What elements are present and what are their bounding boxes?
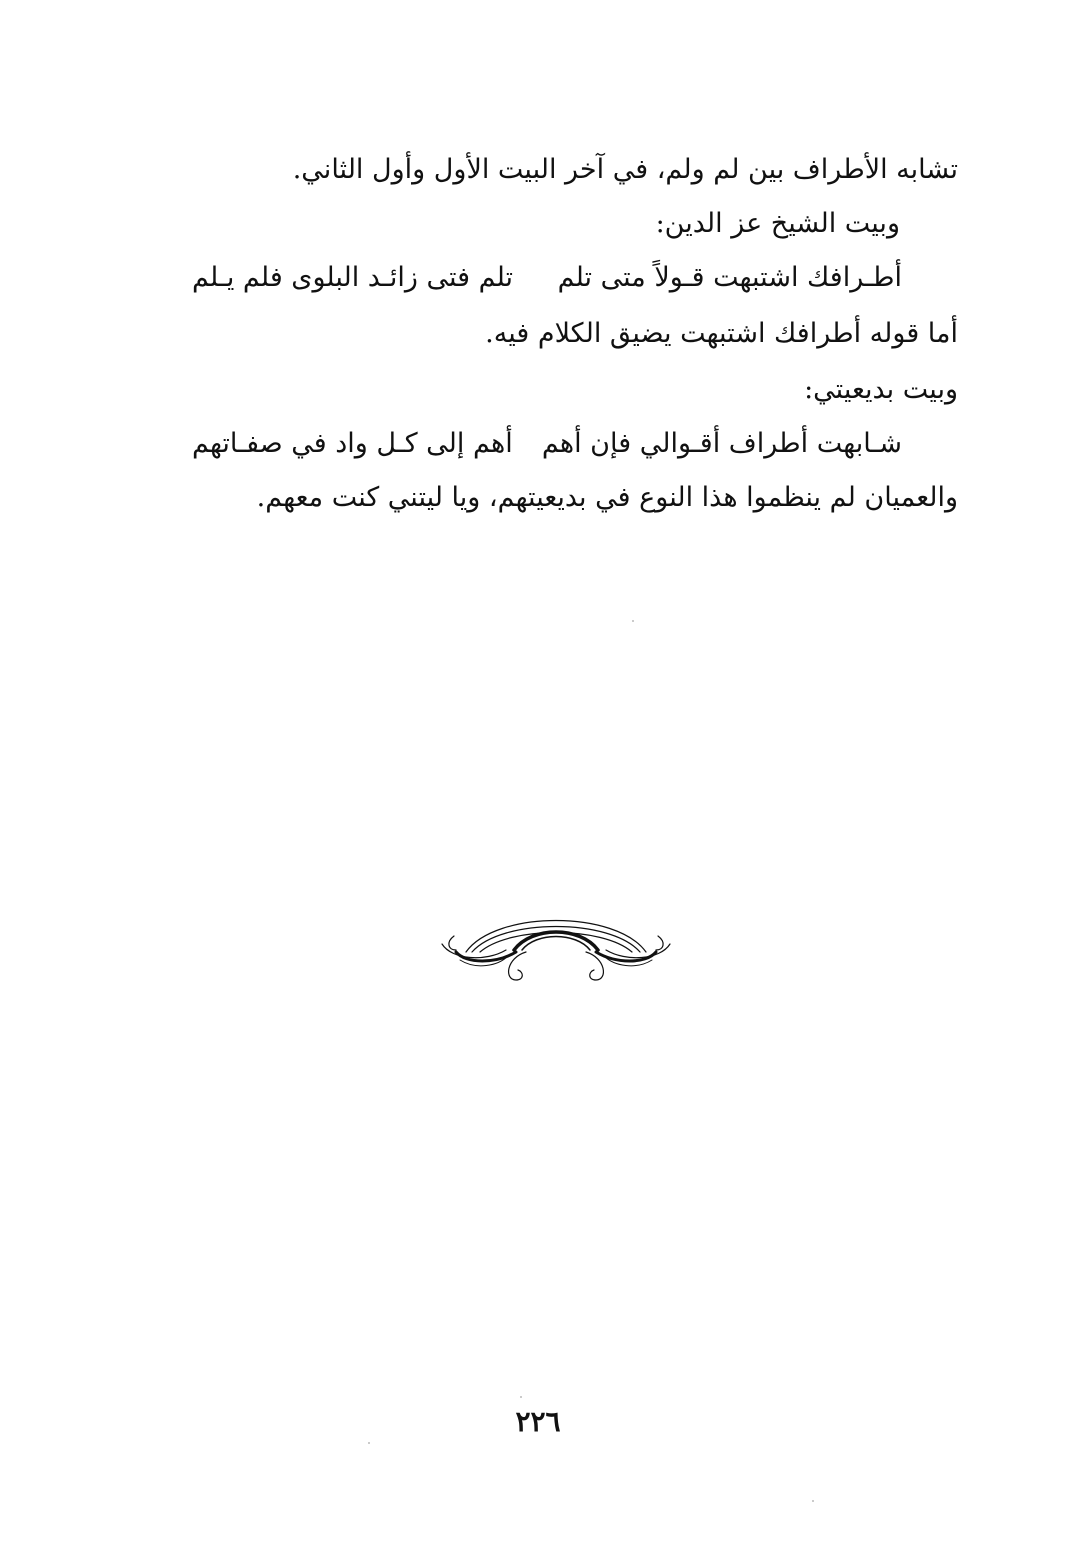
verse-1 [192, 258, 902, 298]
text-line-1: تشابه الأطراف بين لم ولم، في آخر البيت الأول وأول الثاني. [292, 154, 958, 185]
verse-1-second-hemistich: تلم فتى زائـد البلوى فلم يـلم [192, 262, 514, 293]
text-line-4: أما قوله أطرافك اشتبهت يضيق الكلام فيه. [485, 318, 958, 349]
text-line-5: وبيت بديعيتي: [804, 374, 958, 405]
verse-2 [192, 424, 902, 464]
paper-speck [812, 1500, 814, 1502]
verse-1-first-hemistich: أطـرافك اشتبهت قـولاً متى تلم [557, 262, 902, 293]
verse-2-first-hemistich: شـابهت أطراف أقـوالي فإن أهم [541, 428, 902, 459]
text-line-2: وبيت الشيخ عز الدين: [655, 208, 900, 239]
flourish-ornament-icon [436, 900, 676, 990]
page-number: ٢٢٦ [515, 1405, 561, 1438]
verse-2-second-hemistich: أهم إلى كـل واد في صفـاتهم [192, 428, 513, 459]
paper-speck [368, 1442, 370, 1444]
paper-speck [520, 1396, 522, 1398]
text-line-7: والعميان لم ينظموا هذا النوع في بديعيتهم، ويا ليتني كنت معهم. [256, 482, 958, 513]
paper-speck [632, 620, 634, 622]
